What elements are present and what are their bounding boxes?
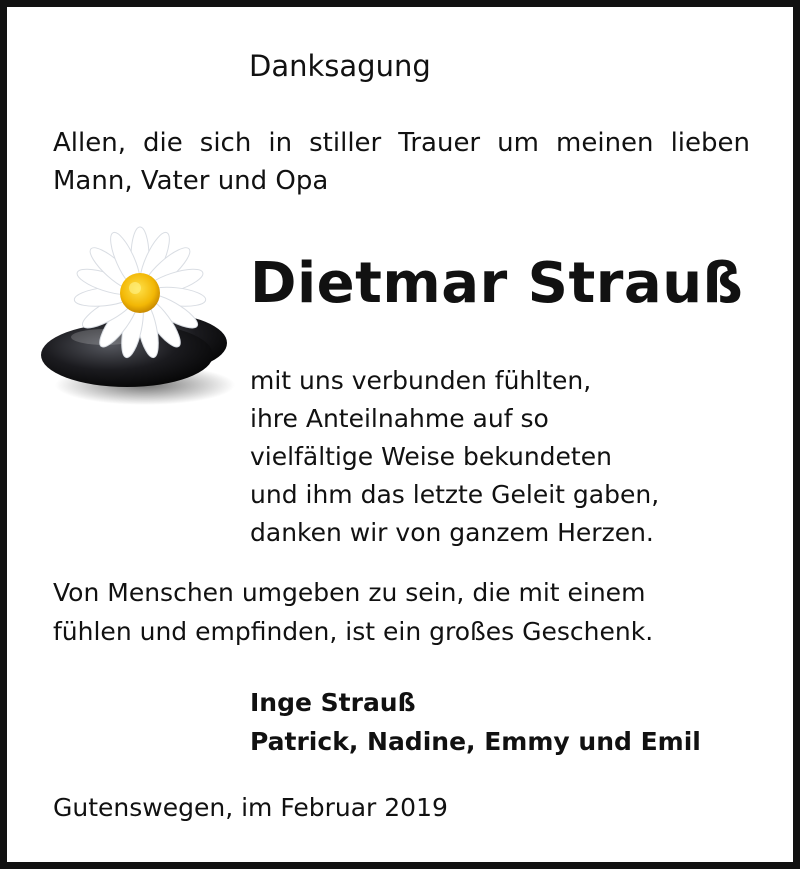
intro-line: Mann, Vater und Opa xyxy=(53,166,329,196)
quote-line: fühlen und empfinden, ist ein großes Geschenk. xyxy=(53,617,654,646)
quote-line: Von Menschen umgeben zu sein, die mit einem xyxy=(53,578,646,607)
intro-line: Allen, die sich in stiller Trauer um meinen lieben xyxy=(53,128,750,158)
thanks-line: und ihm das letzte Geleit gaben, xyxy=(250,480,660,509)
thanks-line: danken wir von ganzem Herzen. xyxy=(250,518,654,547)
daisy-on-stones-icon xyxy=(35,225,235,409)
signature-line: Inge Strauß xyxy=(250,688,416,717)
thanks-line: mit uns verbunden fühlten, xyxy=(250,366,592,395)
thanks-line: vielfältige Weise bekundeten xyxy=(250,442,612,471)
signature-line: Patrick, Nadine, Emmy und Emil xyxy=(250,727,701,756)
intro-text xyxy=(53,124,750,200)
thanks-line: ihre Anteilnahme auf so xyxy=(250,404,549,433)
heading: Danksagung xyxy=(249,49,431,83)
thanks-text xyxy=(250,362,659,552)
quote-text xyxy=(53,573,653,651)
signatures xyxy=(250,683,701,761)
place-date: Gutenswegen, im Februar 2019 xyxy=(53,793,448,822)
deceased-name: Dietmar Strauß xyxy=(250,251,744,316)
